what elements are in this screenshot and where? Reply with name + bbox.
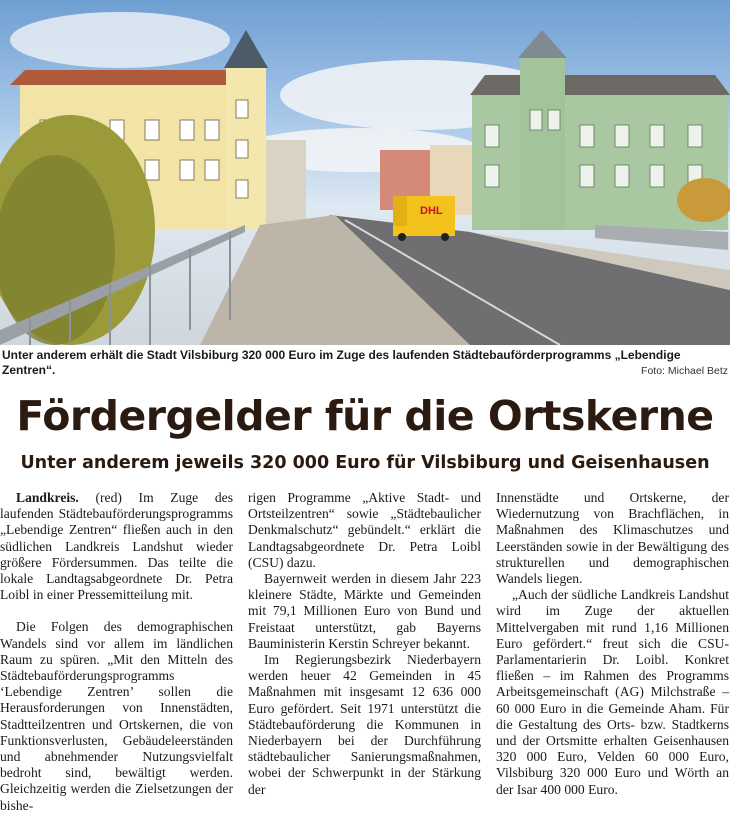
truck-logo-text: DHL: [420, 205, 443, 217]
paragraph: rigen Programme „Aktive Stadt- und Ortsteilzentren“ sowie „Städtebaulicher Denkmalschutz“ gebündelt.“ erklärt die Landtagsabgeordnete Dr. Petra Loibl (CSU) dazu.: [248, 490, 481, 570]
article-headline: Fördergelder für die Ortskerne: [16, 392, 714, 440]
paragraph: Im Regierungsbezirk Niederbayern werden heuer 42 Gemeinden in 45 Maßnahmen mit insgesamt 12 636 000 Euro gefördert. Seit 1971 unterstützt die Städtebauförderung die Kommunen in Niederbayern bei der Durchführung städtebaulicher Sanierungsmaßnahmen, wobei der Schwerpunkt in der Stärkung der: [248, 652, 481, 797]
paragraph: [0, 490, 233, 603]
article-photo: [0, 0, 730, 345]
photo-caption: Unter anderem erhält die Stadt Vilsbiburg 320 000 Euro im Zuge des laufenden Städtebauförderprogramms „Lebendige Zentren“.: [2, 348, 681, 377]
paragraph: Bayernweit werden in diesem Jahr 223 kleinere Städte, Märkte und Gemeinden mit 79,1 Millionen Euro von Bund und Freistaat unterstützt, gab Bayerns Bauministerin Kerstin Schreyer bekannt.: [248, 571, 481, 651]
dateline: Landkreis.: [16, 490, 79, 505]
paragraph: „Auch der südliche Landkreis Landshut wird im Zuge der aktuellen Mittelvergaben mit rund 1,16 Millionen Euro gefördert.“ freut sich die CSU-Parlamentarierin Dr. Loibl. Konkret fließen – im Rahmen des Programms Arbeitsgemeinschaft (AG) Milchstraße – 60 000 Euro in die Gemeinde Aham. Für die Gestaltung des Orts- bzw. Stadtkerns und der Ortsmitte erhalten Geisenhausen 320 000 Euro, Velden 60 000 Euro, Vilsbiburg 320 000 Euro und Wörth an der Isar 400 000 Euro.: [496, 587, 729, 797]
paragraph-text: (red) Im Zuge des laufenden Städtebauförderungsprogramms „Lebendige Zentren“ fließen auch in den südlichen Landkreis Landshut wieder größere Fördersummen. Das teilte die lokale Landtagsabgeordnete Dr. Petra Loibl in einer Pressemitteilung mit.: [0, 490, 233, 603]
paragraph: Die Folgen des demographischen Wandels sind vor allem im ländlichen Raum zu spüren. „Mit den Mitteln des Städtebauförderungsprogramms ‘Lebendige Zentren’ sollen die Herausforderungen von Innenstädten, Stadtteilzentren und Ortskernen, die von Funktionsverlusten, Gebäudeleerständen und abnehmender Nutzungsvielfalt bedroht sind, bewältigt werden. Gleichzeitig werden die Zielsetzungen der bishe-: [0, 619, 233, 813]
photo-credit: Foto: Michael Betz: [641, 365, 728, 377]
paragraph: Innenstädte und Ortskerne, der Wiedernutzung von Brachflächen, in Maßnahmen des Klimaschutzes und Leerständen sowie in der Bewältigung des strukturellen und demographischen Wandels liegen.: [496, 490, 729, 587]
article-column-1: [0, 490, 233, 814]
street-scene-illustration: [0, 0, 730, 345]
article-column-2: [248, 490, 481, 798]
article-subheadline: Unter anderem jeweils 320 000 Euro für Vilsbiburg und Geisenhausen: [20, 453, 710, 473]
article-body: [0, 490, 730, 830]
article-column-3: [496, 490, 729, 798]
